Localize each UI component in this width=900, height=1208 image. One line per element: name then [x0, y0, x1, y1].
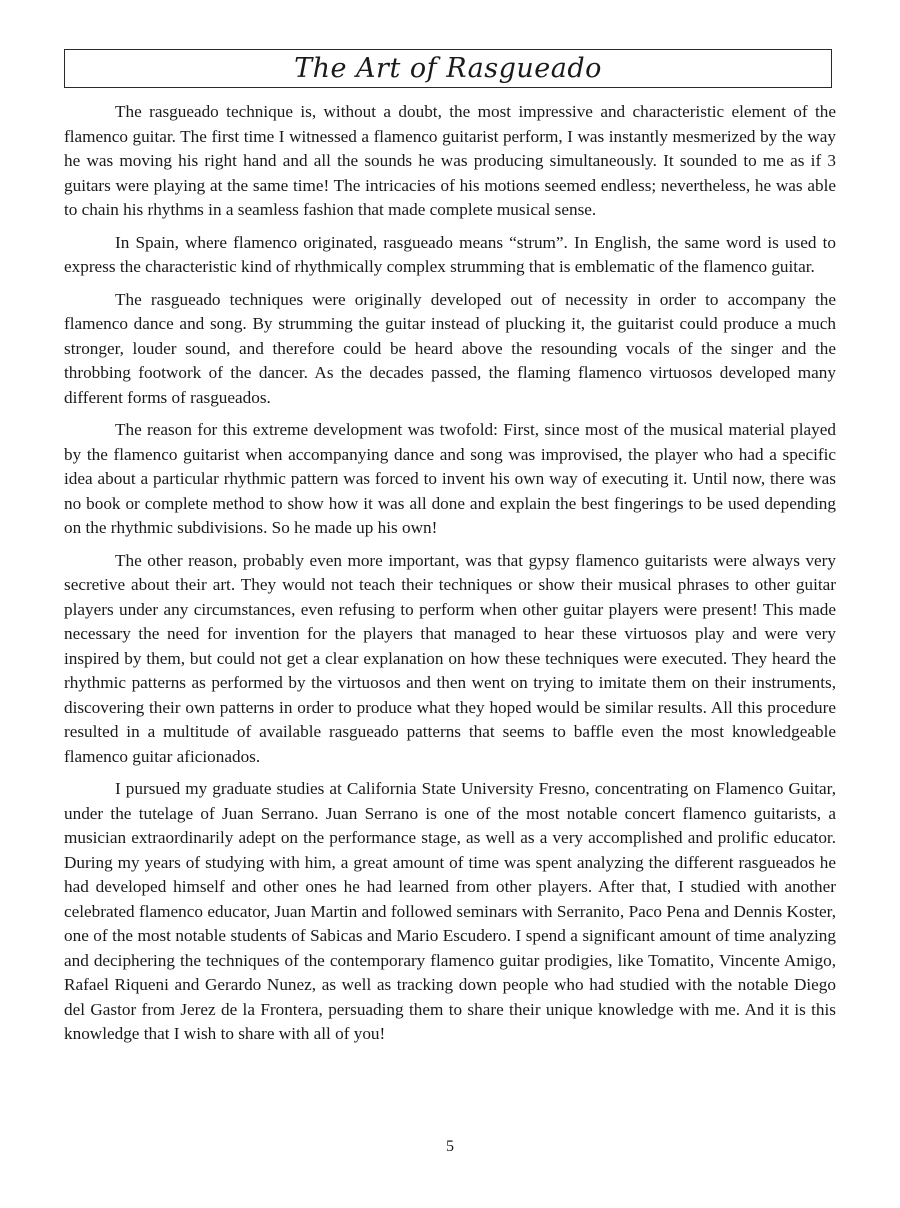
- title-box: [64, 49, 832, 88]
- page-number: 5: [446, 1138, 454, 1155]
- paragraph-2: In Spain, where flamenco originated, rasgueado means “strum”. In English, the same word is used to express the characteristic kind of rhythmically complex strumming that is emblematic of the flamenco guitar.: [64, 232, 836, 276]
- body-text: [64, 100, 836, 1055]
- paragraph-4: The reason for this extreme development was twofold: First, since most of the musical material played by the flamenco guitarist when accompanying dance and song was improvised, the player who had a specific idea about a particular rhythmic pattern was forced to invent his own way of executing it. Until now, there was no book or complete method to show how it was all done and explain the best fingerings to be used depending on the rhythmic subdivisions. So he made up his own!: [64, 420, 836, 537]
- paragraph-5: The other reason, probably even more important, was that gypsy flamenco guitarists were always very secretive about their art. They would not teach their techniques or show their musical phrases to other guitar players under any circumstances, even refusing to perform when other guitar players were present! This made necessary the need for invention for the players that managed to hear these virtuosos play and were very inspired by them, but could not get a clear explanation on how these techniques were executed. They heard the rhythmic patterns as performed by the virtuosos and then went on trying to imitate them on their instruments, discovering their own patterns in order to produce what they hoped would be similar results. All this procedure resulted in a multitude of available rasgueado patterns that seems to baffle even the most knowledgeable flamenco guitar aficionados.: [64, 550, 836, 766]
- paragraph-1: The rasgueado technique is, without a doubt, the most impressive and characteristic element of the flamenco guitar. The first time I witnessed a flamenco guitarist perform, I was instantly mesmerized by the way he was moving his right hand and all the sounds he was producing simultaneously. It sounded to me as if 3 guitars were playing at the same time! The intricacies of his motions seemed endless; nevertheless, he was able to chain his rhythms in a seamless fashion that made complete musical sense.: [64, 102, 836, 219]
- paragraph-6: I pursued my graduate studies at California State University Fresno, concentrating on Flamenco Guitar, under the tutelage of Juan Serrano. Juan Serrano is one of the most notable concert flamenco guitarists, a musician extraordinarily adept on the performance stage, as well as a very accomplished and prolific educator. During my years of studying with him, a great amount of time was spent analyzing the different rasgueados he had developed himself and other ones he had learned from other players. After that, I studied with another celebrated flamenco educator, Juan Martin and followed seminars with Serranito, Paco Pena and Dennis Koster, one of the most notable students of Sabicas and Mario Escudero. I spend a significant amount of time analyzing and deciphering the techniques of the contemporary flamenco guitar prodigies, like Tomatito, Vincente Amigo, Rafael Riqueni and Gerardo Nunez, as well as tracking down people who had studied with the notable Diego del Gastor from Jerez de la Frontera, persuading them to share their unique knowledge with me. And it is this knowledge that I wish to share with all of you!: [64, 779, 836, 1043]
- paragraph-3: The rasgueado techniques were originally developed out of necessity in order to accompany the flamenco dance and song. By strumming the guitar instead of plucking it, the guitarist could produce a much stronger, louder sound, and therefore could be heard above the resounding vocals of the singer and the throbbing footwork of the dancer. As the decades passed, the flaming flamenco virtuosos developed many different forms of rasgueados.: [64, 289, 836, 407]
- page-title: The Art of Rasgueado: [294, 53, 602, 84]
